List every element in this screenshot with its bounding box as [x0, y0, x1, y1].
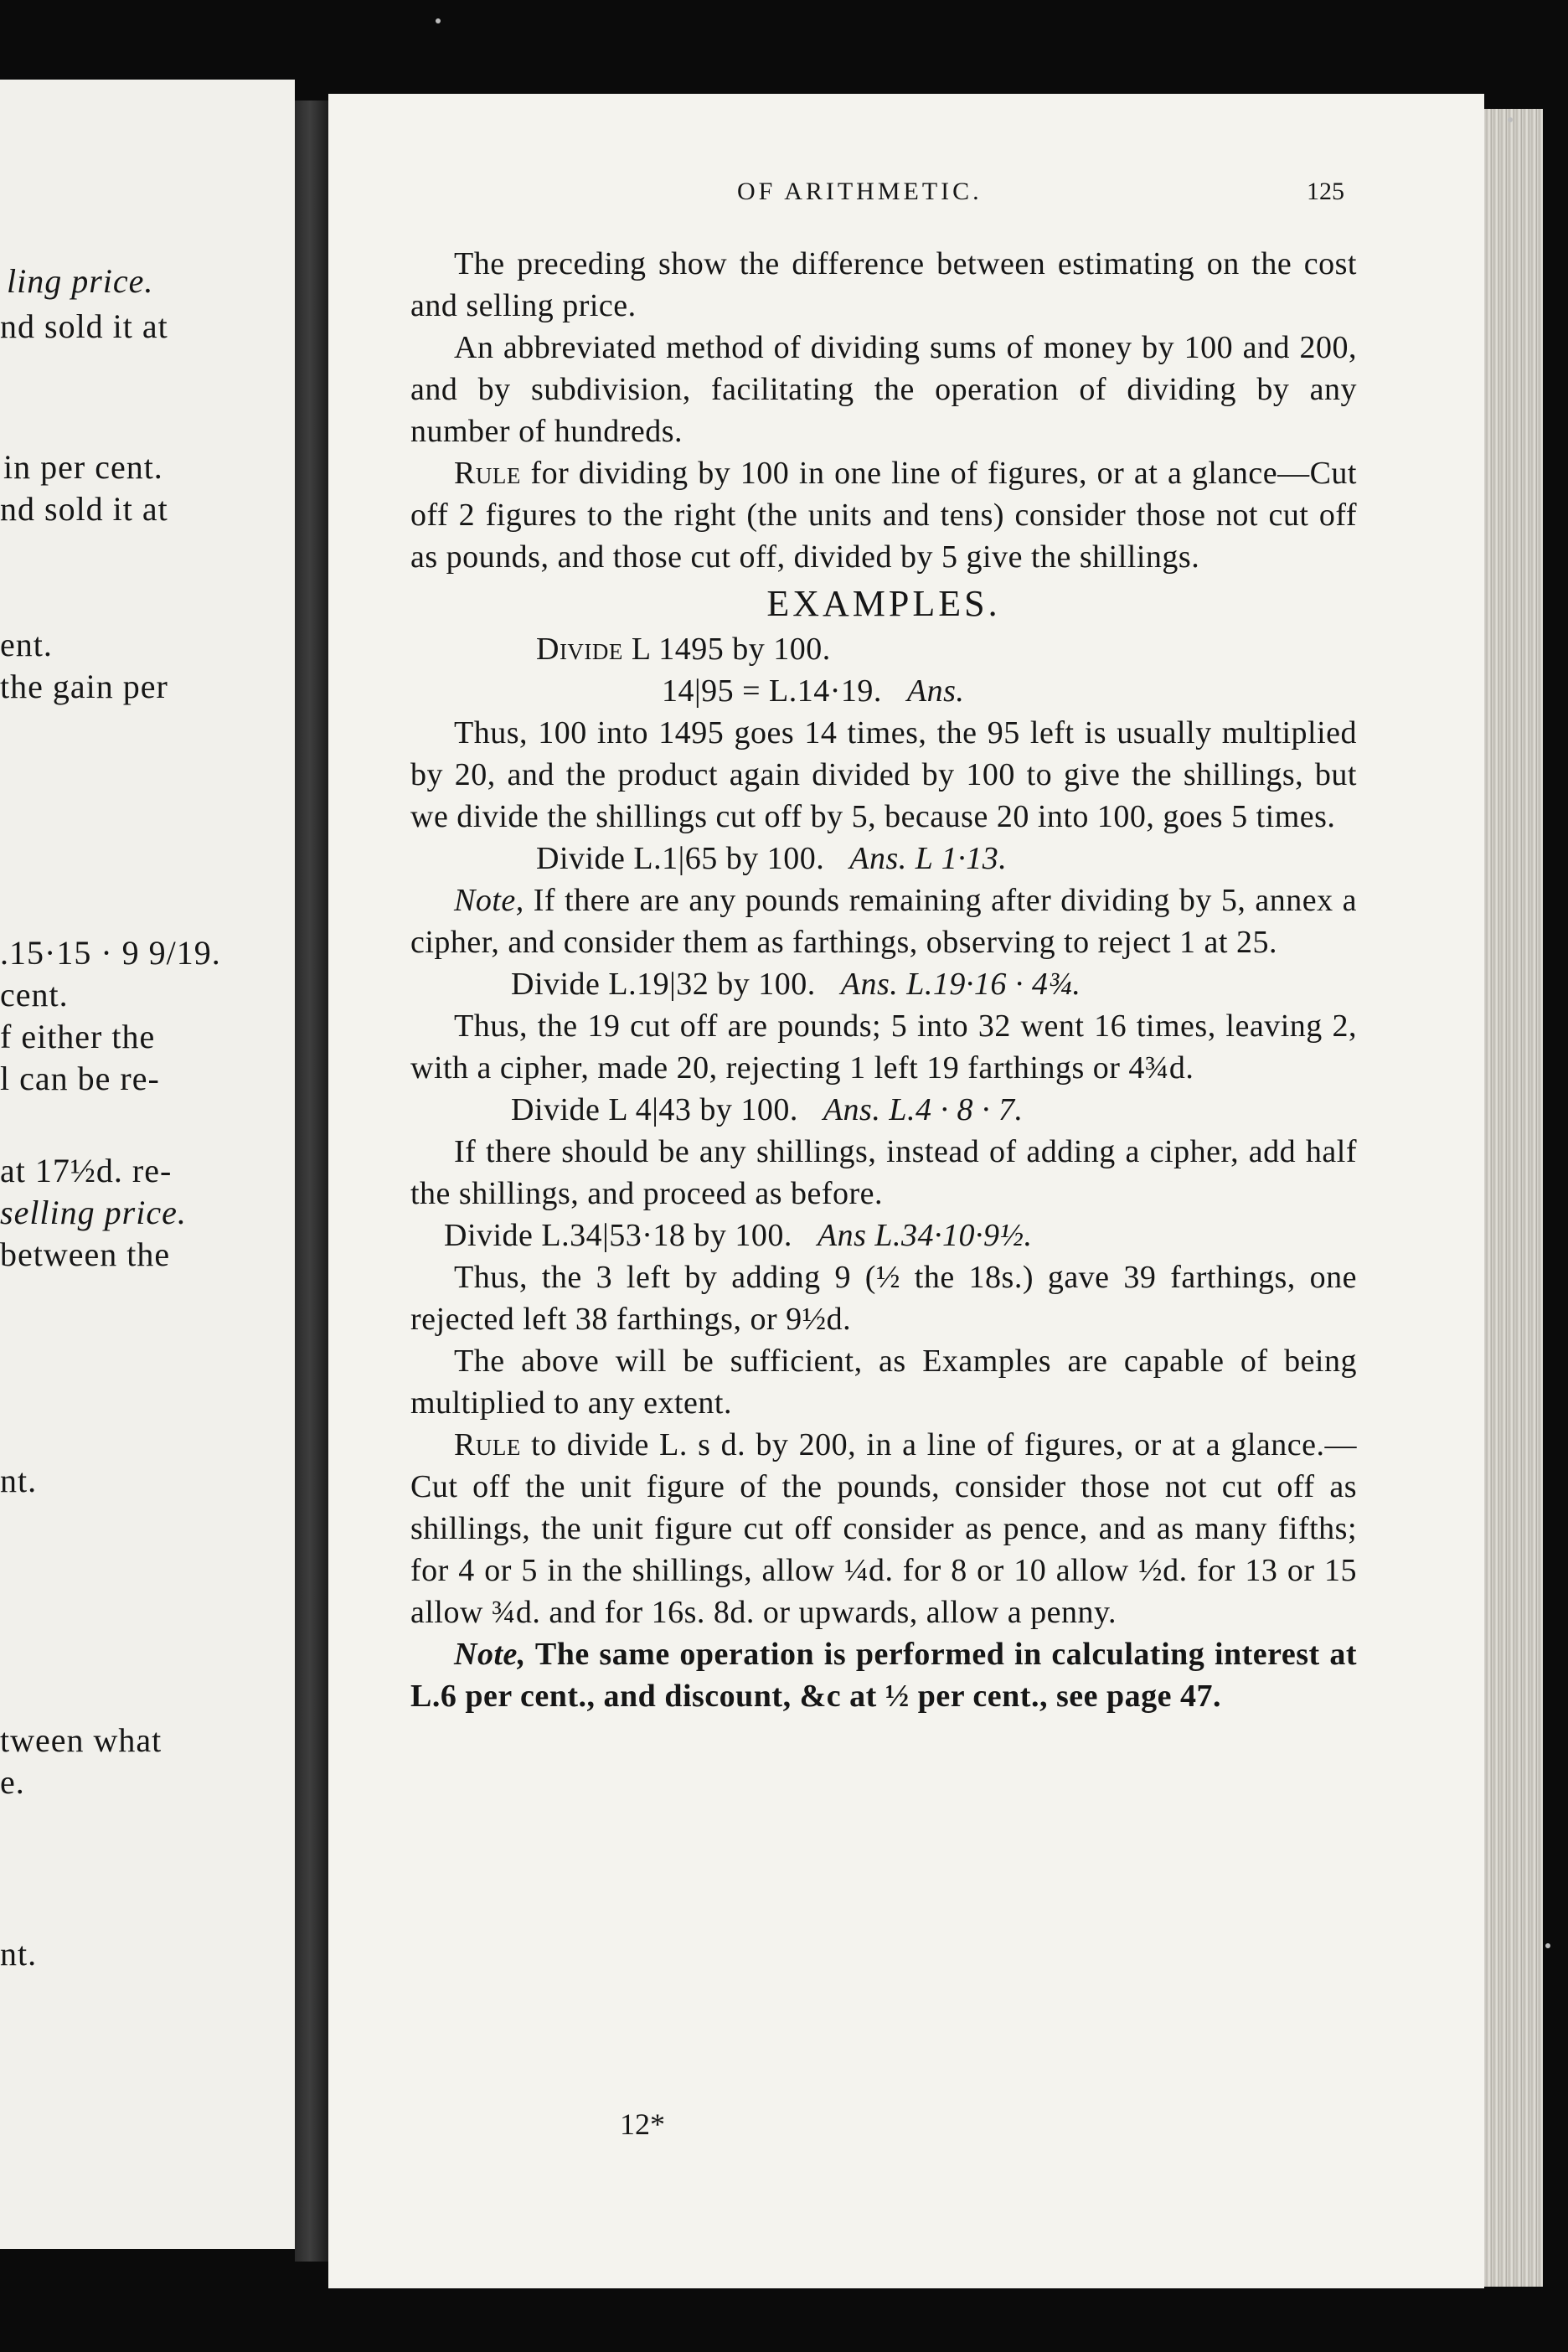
rule-paragraph: [410, 452, 1357, 578]
note-paragraph: [410, 879, 1357, 963]
answer-text: Ans. L.19·16 · 4¾.: [840, 967, 1081, 1002]
rule-label: Rule: [454, 1427, 521, 1462]
example-text: Divide L 4|43 by 100.: [511, 1092, 798, 1127]
left-page-line: e.: [0, 1763, 25, 1801]
left-page-line: nt.: [0, 1462, 38, 1499]
page-number: 125: [1307, 178, 1344, 205]
rule-text: for dividing by 100 in one line of figures, or at a glance—Cut off 2 figures to the right (the units and tens) consider those not cut off as pounds, and those cut off, divided by 5 give the shillings.: [410, 456, 1357, 575]
note-label: Note,: [454, 883, 524, 918]
left-page-line: tween what: [0, 1721, 162, 1759]
left-page-line: nd sold it at: [0, 490, 168, 528]
book-gutter: [295, 101, 328, 2262]
example-line: [511, 963, 1357, 1005]
answer-text: Ans L.34·10·9½.: [817, 1218, 1033, 1253]
left-page-line: selling price.: [0, 1194, 187, 1231]
answer-label: Ans.: [906, 673, 965, 709]
left-page-line: at 17½d. re-: [0, 1152, 173, 1189]
example-line: [511, 1089, 1357, 1131]
answer-text: Ans. L.4 · 8 · 7.: [823, 1092, 1024, 1127]
left-page-line: between the: [0, 1235, 171, 1273]
left-facing-page: [0, 80, 295, 2249]
scan-speck: [436, 18, 441, 23]
left-page-line: ling price.: [7, 262, 154, 300]
page-body: [410, 243, 1357, 1717]
paragraph: Thus, the 19 cut off are pounds; 5 into 32 went 16 times, leaving 2, with a cipher, made 20, rejecting 1 left 19 farthings or 4¾d.: [410, 1008, 1357, 1086]
paragraph: Thus, the 3 left by adding 9 (½ the 18s.) gave 39 farthings, one rejected left 38 farthings, or 9½d.: [410, 1260, 1357, 1337]
rule-label: Rule: [454, 456, 521, 491]
note-text: The same operation is performed in calculating interest at L.6 per cent., and discount, &c at ½ per cent., see page 47.: [410, 1637, 1357, 1714]
answer-text: Ans. L 1·13.: [849, 841, 1008, 876]
note-text: If there are any pounds remaining after dividing by 5, annex a cipher, and consider them as farthings, observing to reject 1 at 25.: [410, 883, 1357, 960]
note-label: Note,: [454, 1637, 526, 1672]
example-line: [444, 1215, 1357, 1256]
left-page-line: f either the: [0, 1018, 156, 1055]
scan-speck: [1508, 117, 1513, 122]
example-working: [662, 670, 1357, 712]
rule-paragraph: [410, 1424, 1357, 1633]
paragraph: The above will be sufficient, as Examples are capable of being multiplied to any extent.: [410, 1344, 1357, 1421]
divide-label: Divide: [536, 632, 623, 667]
example-text: Divide L.1|65 by 100.: [536, 841, 825, 876]
example-text: Divide L.19|32 by 100.: [511, 967, 816, 1002]
paragraph: If there should be any shillings, instead of adding a cipher, add half the shillings, and proceed as before.: [410, 1134, 1357, 1211]
paragraph: The preceding show the difference between estimating on the cost and selling price.: [410, 246, 1357, 323]
left-page-line: nt.: [0, 1935, 38, 1973]
left-page-line: the gain per: [0, 668, 168, 705]
paragraph: An abbreviated method of dividing sums of money by 100 and 200, and by subdivision, facilitating the operation of dividing by any number of hundreds.: [410, 330, 1357, 449]
left-page-line: ent.: [0, 626, 53, 663]
example-text: Divide L.34|53·18 by 100.: [444, 1218, 792, 1253]
examples-heading: EXAMPLES.: [766, 583, 1001, 624]
left-page-line: cent.: [0, 976, 69, 1014]
left-page-line: l can be re-: [0, 1060, 160, 1097]
page-edges: [1484, 109, 1543, 2287]
left-page-line: .15·15 · 9 9/19.: [0, 934, 221, 972]
paragraph: Thus, 100 into 1495 goes 14 times, the 95 left is usually multiplied by 20, and the product again divided by 100 to give the shillings, but we divide the shillings cut off by 5, because 20 into 100, goes 5 times.: [410, 715, 1357, 834]
left-page-line: in per cent.: [3, 448, 163, 486]
rule-text: to divide L. s d. by 200, in a line of figures, or at a glance.—Cut off the unit figure of the pounds, consider those not cut off as shillings, the unit figure cut off consider as pence, and as many fifths; for 4 or 5 in the shillings, allow ¼d. for 8 or 10 allow ½d. for 13 or 15 allow ¾d. and for 16s. 8d. or upwards, allow a penny.: [410, 1427, 1357, 1630]
example-text: L 1495 by 100.: [622, 632, 831, 667]
note-paragraph: [410, 1633, 1357, 1717]
example-line: [536, 838, 1357, 879]
scan-speck: [1545, 1943, 1550, 1948]
example-line: [536, 628, 1357, 670]
signature-mark: 12*: [620, 2107, 665, 2141]
running-title: OF ARITHMETIC.: [737, 178, 983, 205]
working-text: 14|95 = L.14·19.: [662, 673, 882, 709]
left-page-line: nd sold it at: [0, 307, 168, 345]
